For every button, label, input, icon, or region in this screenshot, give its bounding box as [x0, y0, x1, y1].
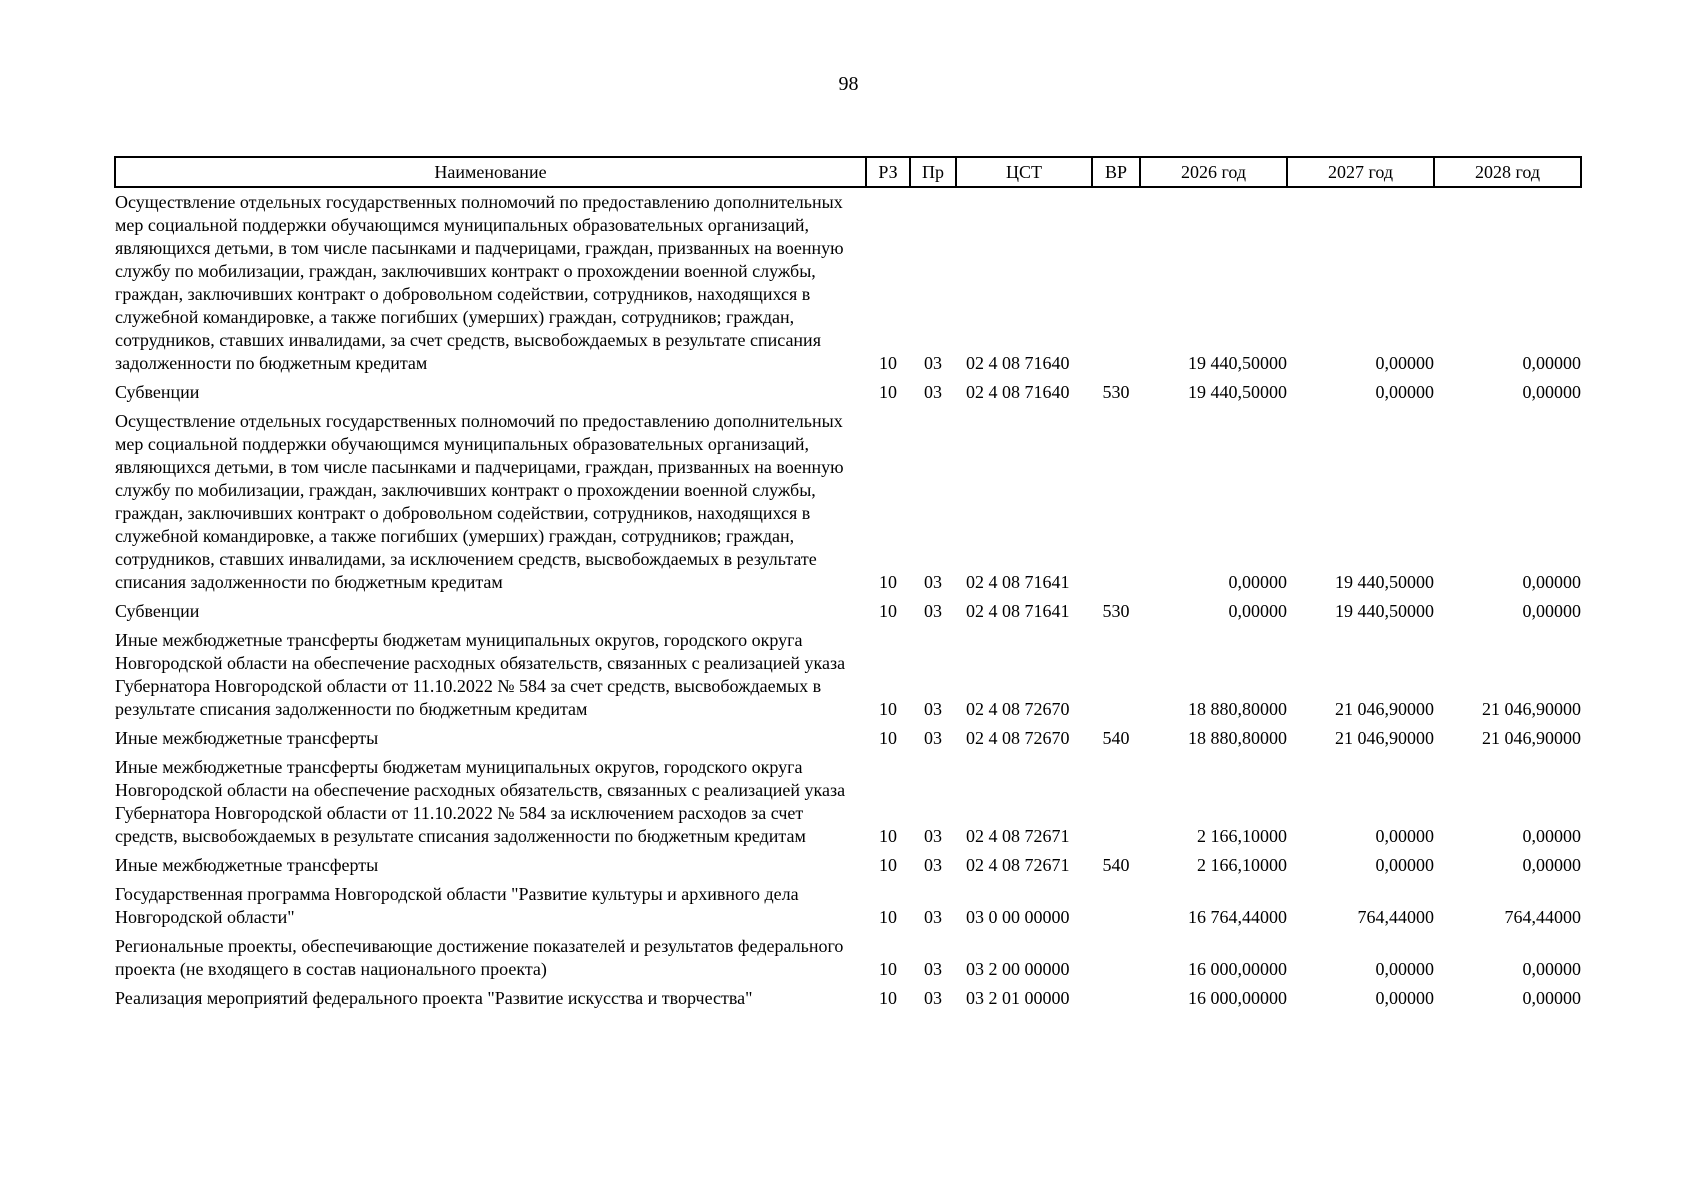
row-rz: 10	[879, 728, 897, 748]
row-pr: 03	[924, 855, 942, 875]
row-vr: 540	[1102, 855, 1130, 875]
table-row	[115, 935, 1581, 987]
row-rz: 10	[879, 959, 897, 979]
budget-table	[114, 156, 1582, 1016]
header-row	[115, 157, 1581, 187]
row-pr: 03	[924, 353, 942, 373]
row-pr: 03	[924, 907, 942, 927]
row-rz: 10	[879, 855, 897, 875]
row-pr: 03	[924, 826, 942, 846]
row-vr	[1092, 629, 1140, 727]
table-row	[115, 883, 1581, 935]
row-2028: 0,00000	[1522, 988, 1581, 1008]
row-2027: 0,00000	[1375, 353, 1434, 373]
row-name: Иные межбюджетные трансферты бюджетам муниципальных округов, городского округа Новгородской области на обеспечение расходных обязательств, связанных с реализацией указа Губернатора Новгородской области от 11.10.2022 № 584 за счет средств, высвобождаемых в результате списания задолженности по бюджетным кредитам	[115, 630, 846, 719]
row-2026: 16 764,44000	[1188, 907, 1287, 927]
row-2027: 0,00000	[1375, 826, 1434, 846]
row-rz: 10	[879, 382, 897, 402]
row-cst: 02 4 08 72671	[966, 826, 1070, 846]
row-vr: 530	[1102, 382, 1130, 402]
row-vr	[1092, 756, 1140, 854]
header-rz: РЗ	[866, 157, 910, 187]
row-pr: 03	[924, 601, 942, 621]
table-row	[115, 381, 1581, 410]
row-name: Субвенции	[115, 601, 200, 621]
row-name: Иные межбюджетные трансферты	[115, 855, 379, 875]
row-pr: 03	[924, 699, 942, 719]
row-name: Осуществление отдельных государственных полномочий по предоставлению дополнительных мер социальной поддержки обучающимся муниципальных образовательных организаций, являющихся детьми, в том числе пасынками и падчерицами, граждан, призванных на военную службу по мобилизации, граждан, заключивших контракт о прохождении военной службы, граждан, заключивших контракт о добровольном содействии, сотрудников, находящихся в служебной командировке, а также погибших (умерших) граждан, сотрудников; граждан, сотрудников, ставших инвалидами, за исключением средств, высвобождаемых в результате списания задолженности по бюджетным кредитам	[115, 411, 844, 592]
row-name: Иные межбюджетные трансферты бюджетам муниципальных округов, городского округа Новгородской области на обеспечение расходных обязательств, связанных с реализацией указа Губернатора Новгородской области от 11.10.2022 № 584 за исключением расходов за счет средств, высвобождаемых в результате списания задолженности по бюджетным кредитам	[115, 757, 846, 846]
row-2026: 0,00000	[1228, 572, 1287, 592]
row-2028: 0,00000	[1522, 382, 1581, 402]
row-vr	[1092, 883, 1140, 935]
table-row	[115, 600, 1581, 629]
row-2028: 764,44000	[1504, 907, 1581, 927]
row-2027: 19 440,50000	[1335, 572, 1434, 592]
row-vr	[1092, 187, 1140, 381]
row-cst: 03 0 00 00000	[966, 907, 1070, 927]
row-cst: 02 4 08 72670	[966, 699, 1070, 719]
table-row	[115, 987, 1581, 1016]
row-2028: 0,00000	[1522, 959, 1581, 979]
table-row	[115, 727, 1581, 756]
row-vr: 540	[1102, 728, 1130, 748]
row-pr: 03	[924, 728, 942, 748]
row-name: Региональные проекты, обеспечивающие достижение показателей и результатов федерального проекта (не входящего в состав национального проекта)	[115, 936, 844, 979]
row-pr: 03	[924, 572, 942, 592]
table-row	[115, 187, 1581, 381]
row-vr	[1092, 935, 1140, 987]
table-row	[115, 854, 1581, 883]
row-2027: 0,00000	[1375, 382, 1434, 402]
row-2027: 21 046,90000	[1335, 699, 1434, 719]
row-2028: 21 046,90000	[1482, 728, 1581, 748]
row-name: Субвенции	[115, 382, 200, 402]
table-row	[115, 410, 1581, 600]
row-cst: 02 4 08 71641	[966, 572, 1070, 592]
row-rz: 10	[879, 826, 897, 846]
row-2026: 2 166,10000	[1197, 855, 1287, 875]
row-2026: 16 000,00000	[1188, 988, 1287, 1008]
row-rz: 10	[879, 601, 897, 621]
table-body	[115, 187, 1581, 1016]
row-pr: 03	[924, 382, 942, 402]
row-2027: 21 046,90000	[1335, 728, 1434, 748]
row-cst: 02 4 08 71641	[966, 601, 1070, 621]
header-pr: Пр	[910, 157, 956, 187]
row-rz: 10	[879, 572, 897, 592]
row-2027: 0,00000	[1375, 855, 1434, 875]
row-cst: 02 4 08 72670	[966, 728, 1070, 748]
row-2028: 0,00000	[1522, 601, 1581, 621]
header-2027: 2027 год	[1287, 157, 1434, 187]
row-2027: 764,44000	[1357, 907, 1434, 927]
row-cst: 02 4 08 71640	[966, 382, 1070, 402]
row-rz: 10	[879, 988, 897, 1008]
row-name: Иные межбюджетные трансферты	[115, 728, 379, 748]
row-2028: 0,00000	[1522, 855, 1581, 875]
row-2026: 0,00000	[1228, 601, 1287, 621]
row-2028: 21 046,90000	[1482, 699, 1581, 719]
row-rz: 10	[879, 353, 897, 373]
row-2026: 19 440,50000	[1188, 353, 1287, 373]
row-cst: 02 4 08 72671	[966, 855, 1070, 875]
header-vr: ВР	[1092, 157, 1140, 187]
row-2026: 19 440,50000	[1188, 382, 1287, 402]
row-2028: 0,00000	[1522, 353, 1581, 373]
table-row	[115, 756, 1581, 854]
header-cst: ЦСТ	[956, 157, 1092, 187]
row-cst: 03 2 01 00000	[966, 988, 1070, 1008]
row-2026: 16 000,00000	[1188, 959, 1287, 979]
row-2026: 18 880,80000	[1188, 699, 1287, 719]
page-number: 98	[838, 73, 859, 95]
row-vr	[1092, 410, 1140, 600]
row-2027: 19 440,50000	[1335, 601, 1434, 621]
row-name: Государственная программа Новгородской области "Развитие культуры и архивного дела Новгородской области"	[115, 884, 799, 927]
row-rz: 10	[879, 907, 897, 927]
table-row	[115, 629, 1581, 727]
row-2028: 0,00000	[1522, 826, 1581, 846]
row-2026: 18 880,80000	[1188, 728, 1287, 748]
row-2027: 0,00000	[1375, 988, 1434, 1008]
header-name: Наименование	[115, 157, 866, 187]
row-name: Осуществление отдельных государственных полномочий по предоставлению дополнительных мер социальной поддержки обучающимся муниципальных образовательных организаций, являющихся детьми, в том числе пасынками и падчерицами, граждан, призванных на военную службу по мобилизации, граждан, заключивших контракт о прохождении военной службы, граждан, заключивших контракт о добровольном содействии, сотрудников, находящихся в служебной командировке, а также погибших (умерших) граждан, сотрудников; граждан, сотрудников, ставших инвалидами, за счет средств, высвобождаемых в результате списания задолженности по бюджетным кредитам	[115, 192, 844, 373]
row-name: Реализация мероприятий федерального проекта "Развитие искусства и творчества"	[115, 988, 753, 1008]
row-2027: 0,00000	[1375, 959, 1434, 979]
row-cst: 02 4 08 71640	[966, 353, 1070, 373]
row-cst: 03 2 00 00000	[966, 959, 1070, 979]
row-vr: 530	[1102, 601, 1130, 621]
row-vr	[1092, 987, 1140, 1016]
header-2026: 2026 год	[1140, 157, 1287, 187]
row-pr: 03	[924, 988, 942, 1008]
header-2028: 2028 год	[1434, 157, 1581, 187]
row-2026: 2 166,10000	[1197, 826, 1287, 846]
table-header	[115, 157, 1581, 187]
row-rz: 10	[879, 699, 897, 719]
row-pr: 03	[924, 959, 942, 979]
row-2028: 0,00000	[1522, 572, 1581, 592]
